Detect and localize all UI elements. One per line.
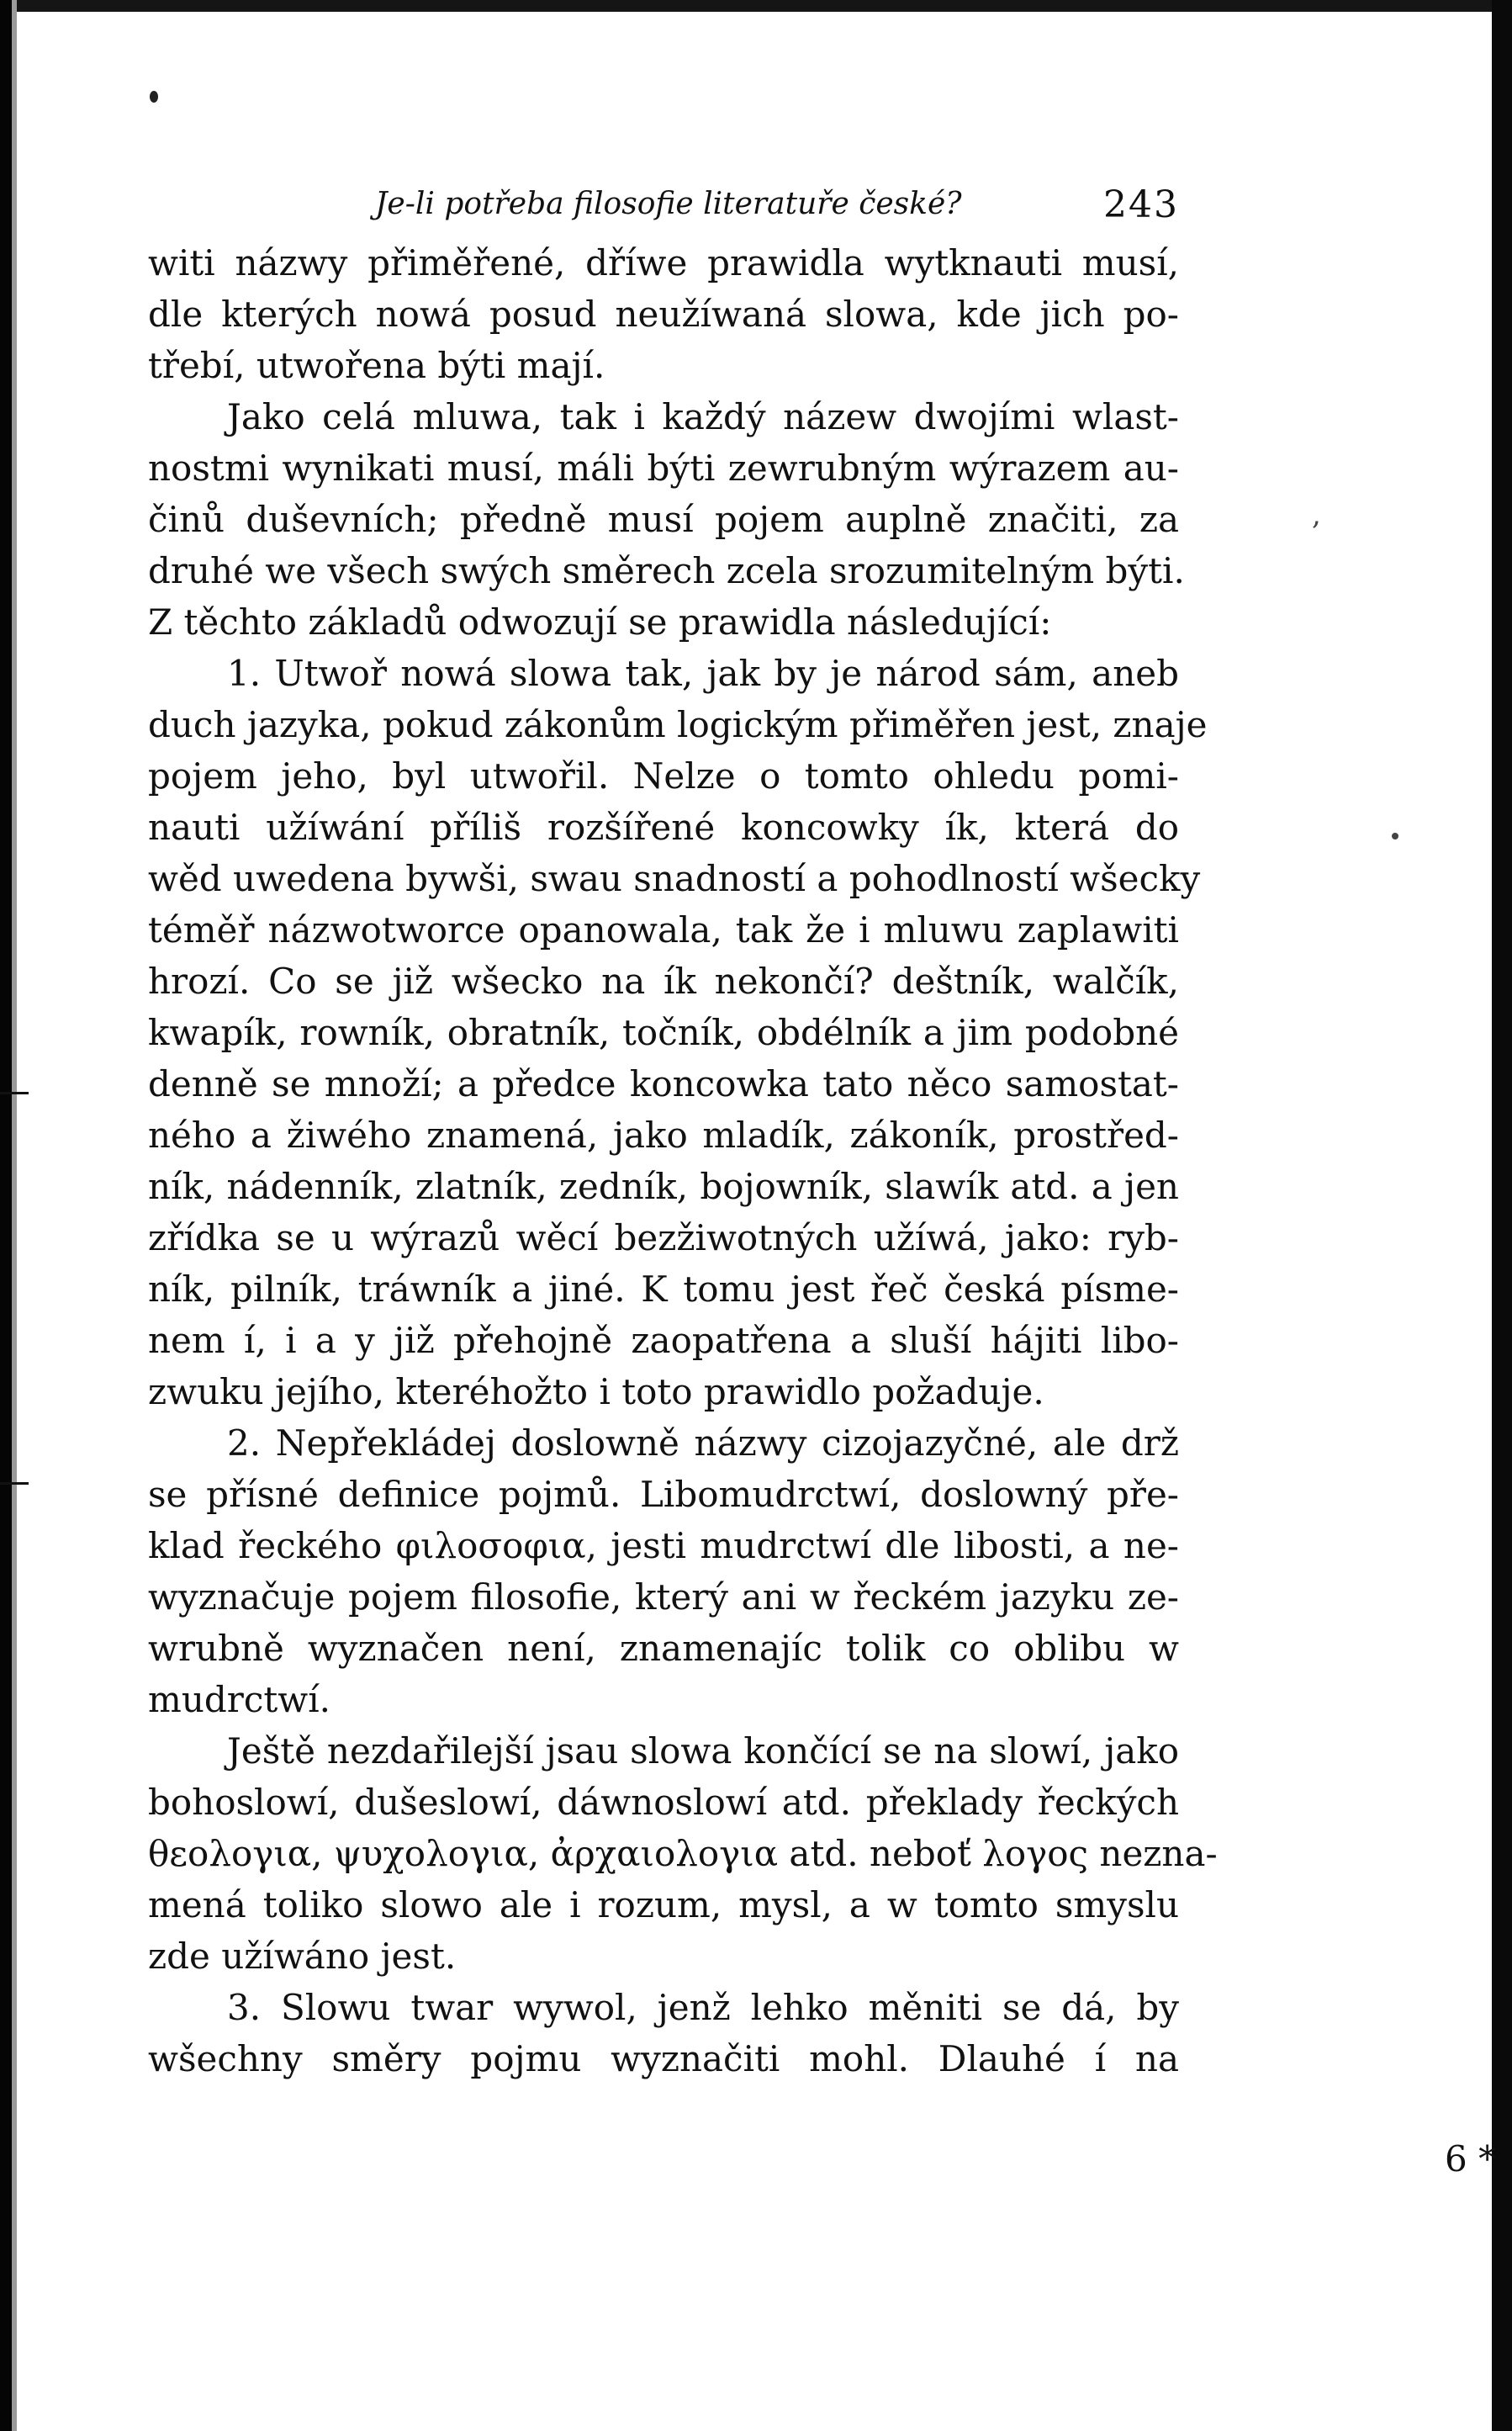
text-line: kwapík, rowník, obratník, točník, obdélník a jim podobné	[148, 1012, 1179, 1053]
text-line: činů duševních; předně musí pojem auplně značiti, za	[148, 499, 1179, 540]
text-line: nostmi wynikati musí, máli býti zewrubným wýrazem au-	[148, 448, 1179, 489]
text-line: denně se množí; a předce koncowka tato něco samostat-	[148, 1063, 1179, 1104]
text-line: Ještě nezdařilejší jsau slowa končící se na slowí, jako	[227, 1730, 1179, 1772]
text-line: klad řeckého φιλοσοφια, jesti mudrctwí dle libosti, a ne-	[148, 1525, 1179, 1566]
text-line: wrubně wyznačen není, znamenajíc tolik co oblibu w	[148, 1628, 1179, 1669]
text-line: hrozí. Co se již wšecko na ík nekončí? deštník, walčík,	[148, 961, 1179, 1002]
ink-mark: ,	[1312, 498, 1321, 532]
text-line: witi názwy přiměřené, dříwe prawidla wytknauti musí,	[148, 242, 1179, 283]
text-line: třebí, utwořena býti mají.	[148, 345, 605, 386]
text-line: duch jazyka, pokud zákonům logickým přiměřen jest, znaje	[148, 704, 1208, 745]
text-line: téměř názwotworce opanowala, tak že i mluwu zaplawiti	[148, 909, 1179, 951]
text-line: 3. Slowu twar wywol, jenž lehko měniti se dá, by	[227, 1987, 1179, 2028]
page-header	[148, 168, 1179, 237]
text-line: bohoslowí, dušeslowí, dáwnoslowí atd. překlady řeckých	[148, 1782, 1179, 1823]
book-page	[148, 168, 1218, 2084]
text-line: wyznačuje pojem filosofie, který ani w řeckém jazyku ze-	[148, 1576, 1179, 1618]
text-line: wěd uwedena bywši, swau snadností a pohodlností wšecky	[148, 858, 1201, 899]
margin-mark	[0, 1482, 29, 1485]
text-line: ník, pilník, tráwník a jiné. K tomu jest řeč česká písme-	[148, 1268, 1179, 1310]
scan-border-top	[0, 0, 1512, 12]
text-line: zwuku jejího, kteréhožto i toto prawidlo požaduje.	[148, 1371, 1044, 1412]
text-line: Jako celá mluwa, tak i každý názew dwojími wlast-	[227, 396, 1179, 437]
text-line: druhé we všech swých směrech zcela srozumitelným býti.	[148, 550, 1185, 591]
text-line: 1. Utwoř nowá slowa tak, jak by je národ sám, aneb	[227, 653, 1179, 694]
text-line: mudrctwí.	[148, 1679, 330, 1720]
ink-speck	[1392, 833, 1398, 839]
text-line: nem í, i a y již přehojně zaopatřena a sluší hájiti libo-	[148, 1320, 1179, 1361]
text-line: pojem jeho, byl utwořil. Nelze o tomto ohledu pomi-	[148, 755, 1179, 797]
text-line: zřídka se u wýrazů wěcí bezžiwotných užíwá, jako: ryb-	[148, 1217, 1179, 1258]
text-line: θεολογια, ψυχολογια, ἀρχαιολογια atd. neboť λογος nezna-	[148, 1833, 1218, 1874]
margin-mark	[0, 1092, 29, 1094]
text-line: zde užíwáno jest.	[148, 1936, 457, 1977]
scan-border-right	[1492, 0, 1512, 2431]
signature-mark: 6 *	[1445, 2138, 1497, 2179]
scan-border-left	[0, 0, 12, 2431]
text-line: ného a žiwého znamená, jako mladík, zákoník, prostřed-	[148, 1115, 1179, 1156]
body-text	[148, 237, 1218, 2084]
scan-border-shadow	[12, 0, 17, 2431]
text-line: 2. Nepřekládej doslowně názwy cizojazyčné, ale drž	[227, 1422, 1179, 1464]
running-title: Je-li potřeba filosofie literatuře české?	[375, 187, 962, 221]
ink-speck	[150, 91, 158, 103]
text-line: ník, nádenník, zlatník, zedník, bojowník, slawík atd. a jen	[148, 1166, 1179, 1207]
text-line: Z těchto základů odwozují se prawidla následující:	[148, 601, 1052, 643]
text-line: wšechny směry pojmu wyznačiti mohl. Dlauhé í na	[148, 2038, 1179, 2079]
text-line: dle kterých nowá posud neužíwaná slowa, kde jich po-	[148, 294, 1179, 335]
text-line: nauti užíwání příliš rozšířené koncowky ík, která do	[148, 807, 1179, 848]
page-number: 243	[1103, 183, 1179, 226]
text-line: se přísné definice pojmů. Libomudrctwí, doslowný pře-	[148, 1474, 1179, 1515]
text-line: mená toliko slowo ale i rozum, mysl, a w tomto smyslu	[148, 1884, 1179, 1925]
